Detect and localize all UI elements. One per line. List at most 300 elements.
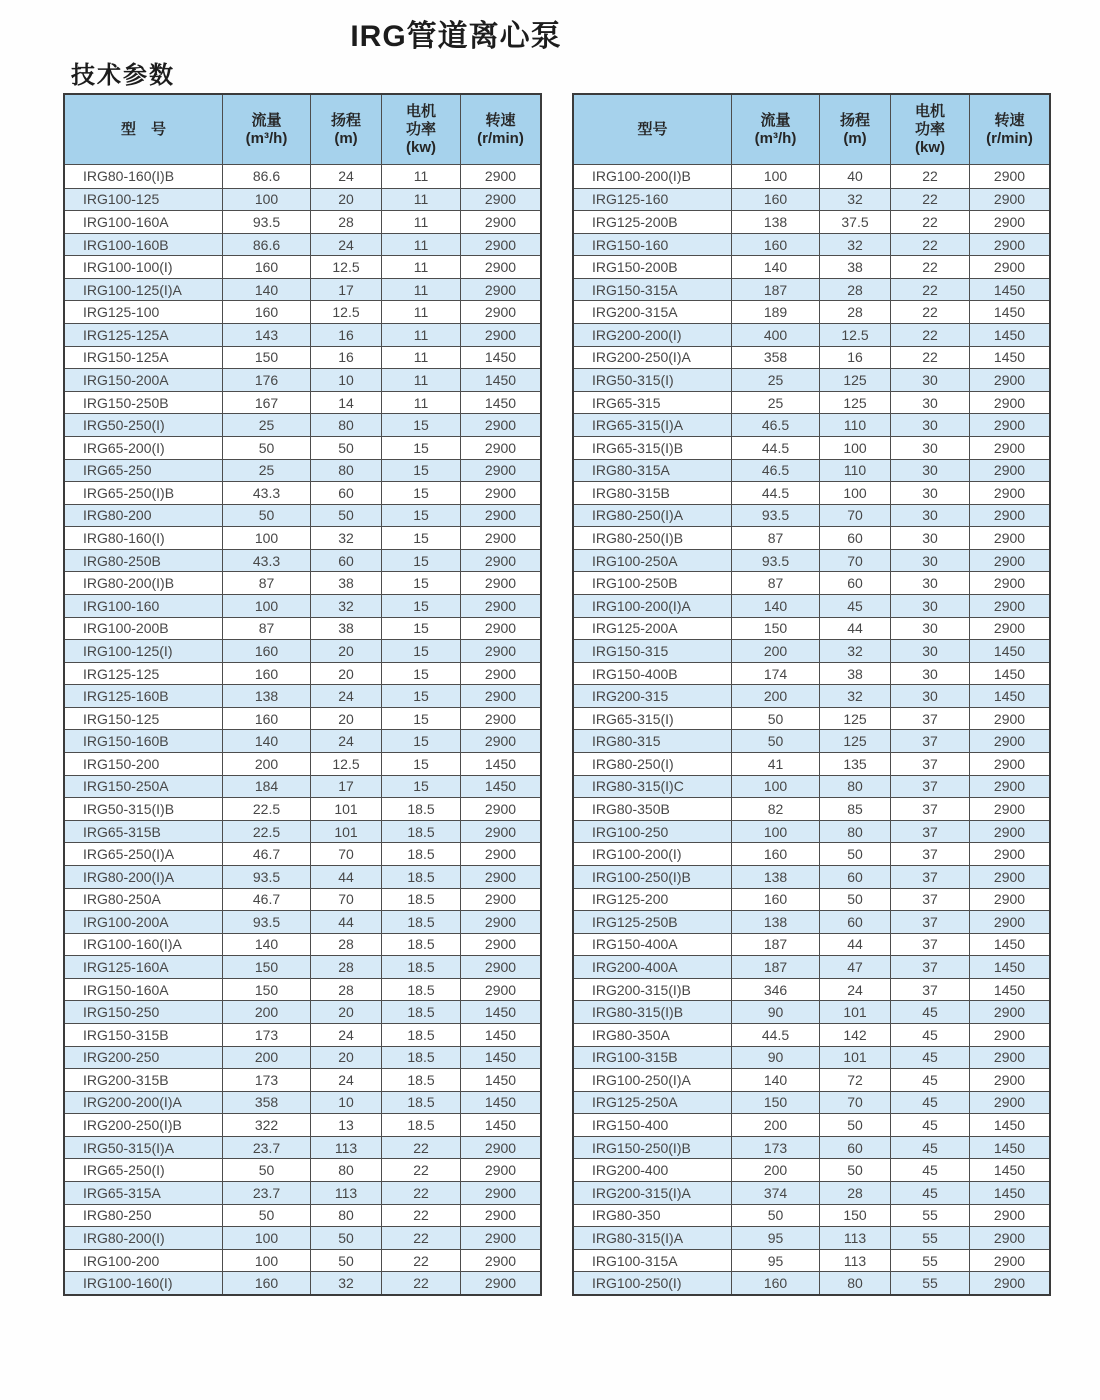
table-row (574, 684, 1049, 707)
value-cell: 30 (891, 482, 970, 504)
model-cell: IRG150-160B (65, 730, 223, 752)
table-row (65, 820, 540, 843)
value-cell: 28 (311, 956, 382, 978)
model-cell: IRG125-200B (574, 211, 732, 233)
value-cell: 15 (382, 753, 461, 775)
value-cell: 100 (732, 776, 820, 798)
value-cell: 2900 (484, 213, 517, 230)
value-cell: 18.5 (382, 911, 461, 933)
value-cell: 28 (311, 211, 382, 233)
model-cell: IRG100-125 (65, 189, 223, 211)
value-cell: 45 (891, 1001, 970, 1023)
value-cell: 113 (820, 1227, 891, 1249)
value-cell: 38 (311, 618, 382, 640)
value-cell: 80 (311, 1159, 382, 1181)
value-cell: 2900 (484, 620, 517, 637)
value-cell: 2900 (993, 1252, 1026, 1269)
value-cell: 20 (311, 663, 382, 685)
value-cell: 167 (223, 392, 311, 414)
table-row (574, 1158, 1049, 1181)
model-cell: IRG80-315(I)B (574, 1001, 732, 1023)
value-cell: 15 (382, 550, 461, 572)
value-cell: 400 (732, 324, 820, 346)
value-cell: 346 (732, 979, 820, 1001)
model-cell: IRG65-250(I)B (65, 482, 223, 504)
value-cell: 60 (820, 911, 891, 933)
value-cell: 22 (891, 301, 970, 323)
value-cell: 28 (820, 279, 891, 301)
value-cell: 2900 (993, 1026, 1026, 1043)
table-row (574, 752, 1049, 775)
table-row (65, 797, 540, 820)
model-cell: IRG80-200 (65, 505, 223, 527)
value-cell: 44 (311, 911, 382, 933)
value-cell: 113 (311, 1137, 382, 1159)
value-cell: 30 (891, 414, 970, 436)
table-row (574, 933, 1049, 956)
table-row (65, 865, 540, 888)
table-row (574, 639, 1049, 662)
value-cell: 12.5 (311, 256, 382, 278)
value-cell: 50 (820, 889, 891, 911)
value-cell: 30 (891, 392, 970, 414)
value-cell: 2900 (484, 168, 517, 185)
value-cell: 80 (311, 1205, 382, 1227)
value-cell: 2900 (484, 507, 517, 524)
value-cell: 1450 (993, 1162, 1026, 1179)
model-cell: IRG100-160(I) (65, 1272, 223, 1294)
value-cell: 22 (382, 1227, 461, 1249)
value-cell: 80 (311, 414, 382, 436)
value-cell: 20 (311, 1047, 382, 1069)
value-cell: 15 (382, 437, 461, 459)
value-cell: 87 (732, 527, 820, 549)
value-cell: 140 (223, 279, 311, 301)
model-cell: IRG100-200A (65, 911, 223, 933)
value-cell: 55 (891, 1250, 970, 1272)
value-cell: 160 (223, 1272, 311, 1294)
value-cell: 1450 (484, 778, 517, 795)
model-cell: IRG125-125A (65, 324, 223, 346)
value-cell: 28 (311, 934, 382, 956)
value-cell: 24 (311, 1024, 382, 1046)
model-cell: IRG125-125 (65, 663, 223, 685)
model-cell: IRG80-315 (574, 730, 732, 752)
value-cell: 2900 (484, 981, 517, 998)
model-cell: IRG150-400A (574, 934, 732, 956)
model-cell: IRG80-315B (574, 482, 732, 504)
model-cell: IRG65-315B (65, 821, 223, 843)
table-row (574, 571, 1049, 594)
value-cell: 13 (311, 1114, 382, 1136)
value-cell: 44 (820, 934, 891, 956)
model-cell: IRG80-200(I)B (65, 572, 223, 594)
specs-table-right (572, 93, 1051, 1296)
value-cell: 50 (311, 437, 382, 459)
value-cell: 93.5 (223, 211, 311, 233)
model-cell: IRG80-350A (574, 1024, 732, 1046)
value-cell: 30 (891, 595, 970, 617)
value-cell: 2900 (484, 823, 517, 840)
value-cell: 32 (311, 1272, 382, 1294)
table-row (574, 278, 1049, 301)
table-row (574, 888, 1049, 911)
table-row (574, 188, 1049, 211)
value-cell: 47 (820, 956, 891, 978)
value-cell: 2900 (993, 213, 1026, 230)
value-cell: 80 (820, 1272, 891, 1294)
table-row (65, 391, 540, 414)
column-header-model: 型号 (574, 95, 732, 164)
value-cell: 2900 (484, 484, 517, 501)
model-cell: IRG65-315 (574, 392, 732, 414)
value-cell: 15 (382, 527, 461, 549)
value-cell: 28 (820, 301, 891, 323)
model-cell: IRG100-160(I)A (65, 934, 223, 956)
table-row (574, 1000, 1049, 1023)
model-cell: IRG200-315(I)B (574, 979, 732, 1001)
table-row (65, 188, 540, 211)
value-cell: 25 (223, 414, 311, 436)
value-cell: 23.7 (223, 1182, 311, 1204)
value-cell: 32 (820, 640, 891, 662)
value-cell: 18.5 (382, 843, 461, 865)
section-heading: 技术参数 (71, 62, 175, 89)
value-cell: 50 (732, 1205, 820, 1227)
value-cell: 90 (732, 1047, 820, 1069)
model-cell: IRG65-315(I)B (574, 437, 732, 459)
value-cell: 2900 (484, 462, 517, 479)
value-cell: 44.5 (732, 482, 820, 504)
value-cell: 358 (732, 347, 820, 369)
value-cell: 45 (891, 1159, 970, 1181)
table-header-row (574, 95, 1049, 165)
model-cell: IRG200-250 (65, 1047, 223, 1069)
value-cell: 11 (382, 392, 461, 414)
table-row (574, 662, 1049, 685)
value-cell: 2900 (484, 1139, 517, 1156)
value-cell: 140 (223, 730, 311, 752)
column-header-head: 扬程 (m) (820, 95, 891, 164)
model-cell: IRG100-250(I)A (574, 1069, 732, 1091)
value-cell: 60 (311, 482, 382, 504)
table-row (65, 662, 540, 685)
value-cell: 37 (891, 911, 970, 933)
value-cell: 1450 (484, 1094, 517, 1111)
value-cell: 38 (820, 256, 891, 278)
value-cell: 11 (382, 211, 461, 233)
value-cell: 22 (382, 1159, 461, 1181)
value-cell: 2900 (993, 1094, 1026, 1111)
value-cell: 2900 (484, 552, 517, 569)
model-cell: IRG50-315(I)A (65, 1137, 223, 1159)
value-cell: 2900 (484, 417, 517, 434)
column-header-speed: 转速 (r/min) (477, 111, 524, 147)
value-cell: 87 (223, 572, 311, 594)
value-cell: 50 (223, 437, 311, 459)
table-row (574, 910, 1049, 933)
value-cell: 16 (311, 347, 382, 369)
value-cell: 1450 (484, 1026, 517, 1043)
value-cell: 15 (382, 730, 461, 752)
value-cell: 60 (820, 527, 891, 549)
model-cell: IRG200-200(I) (574, 324, 732, 346)
value-cell: 200 (223, 1047, 311, 1069)
value-cell: 30 (891, 437, 970, 459)
value-cell: 100 (732, 165, 820, 188)
table-row (65, 526, 540, 549)
value-cell: 2900 (484, 800, 517, 817)
value-cell: 30 (891, 663, 970, 685)
value-cell: 138 (732, 911, 820, 933)
table-row (574, 955, 1049, 978)
value-cell: 138 (732, 211, 820, 233)
table-row (65, 684, 540, 707)
table-row (574, 617, 1049, 640)
table-row (574, 233, 1049, 256)
table-row (574, 1181, 1049, 1204)
table-row (65, 1204, 540, 1227)
value-cell: 50 (311, 505, 382, 527)
value-cell: 12.5 (311, 301, 382, 323)
column-header-head: 扬程 (m) (311, 95, 382, 164)
table-row (65, 233, 540, 256)
value-cell: 70 (820, 550, 891, 572)
model-cell: IRG200-315 (574, 685, 732, 707)
value-cell: 176 (223, 369, 311, 391)
value-cell: 2900 (993, 1049, 1026, 1066)
value-cell: 110 (820, 460, 891, 482)
value-cell: 140 (223, 934, 311, 956)
value-cell: 2900 (993, 868, 1026, 885)
value-cell: 32 (311, 595, 382, 617)
value-cell: 30 (891, 369, 970, 391)
value-cell: 200 (732, 640, 820, 662)
model-cell: IRG100-200(I) (574, 843, 732, 865)
model-cell: IRG125-160 (574, 189, 732, 211)
value-cell: 11 (382, 256, 461, 278)
value-cell: 374 (732, 1182, 820, 1204)
model-cell: IRG200-315B (65, 1069, 223, 1091)
value-cell: 125 (820, 730, 891, 752)
model-cell: IRG200-315(I)A (574, 1182, 732, 1204)
table-row (574, 210, 1049, 233)
table-row (574, 481, 1049, 504)
table-row (65, 504, 540, 527)
model-cell: IRG150-160 (574, 234, 732, 256)
model-cell: IRG150-315A (574, 279, 732, 301)
value-cell: 45 (891, 1114, 970, 1136)
table-row (65, 1000, 540, 1023)
value-cell: 1450 (993, 688, 1026, 705)
table-row (574, 368, 1049, 391)
value-cell: 50 (820, 1159, 891, 1181)
model-cell: IRG200-315A (574, 301, 732, 323)
value-cell: 30 (891, 505, 970, 527)
value-cell: 18.5 (382, 798, 461, 820)
value-cell: 18.5 (382, 934, 461, 956)
value-cell: 12.5 (820, 324, 891, 346)
value-cell: 1450 (993, 281, 1026, 298)
value-cell: 2900 (484, 191, 517, 208)
model-cell: IRG80-250(I)A (574, 505, 732, 527)
value-cell: 20 (311, 640, 382, 662)
value-cell: 46.5 (732, 460, 820, 482)
value-cell: 10 (311, 1092, 382, 1114)
value-cell: 140 (732, 256, 820, 278)
value-cell: 2900 (484, 913, 517, 930)
table-row (65, 910, 540, 933)
value-cell: 25 (732, 392, 820, 414)
value-cell: 1450 (484, 394, 517, 411)
value-cell: 1450 (993, 959, 1026, 976)
value-cell: 44 (311, 866, 382, 888)
value-cell: 50 (223, 1205, 311, 1227)
value-cell: 150 (223, 979, 311, 1001)
value-cell: 30 (891, 685, 970, 707)
table-row (574, 842, 1049, 865)
value-cell: 15 (382, 414, 461, 436)
value-cell: 2900 (484, 868, 517, 885)
value-cell: 43.3 (223, 482, 311, 504)
value-cell: 2900 (993, 1071, 1026, 1088)
value-cell: 15 (382, 640, 461, 662)
value-cell: 32 (820, 189, 891, 211)
value-cell: 200 (223, 1001, 311, 1023)
value-cell: 22 (891, 234, 970, 256)
table-row (574, 1046, 1049, 1069)
value-cell: 18.5 (382, 1047, 461, 1069)
value-cell: 1450 (993, 981, 1026, 998)
column-header-flow: 流量 (m³/h) (223, 95, 311, 164)
value-cell: 18.5 (382, 979, 461, 1001)
model-cell: IRG150-200B (574, 256, 732, 278)
value-cell: 17 (311, 279, 382, 301)
value-cell: 20 (311, 189, 382, 211)
value-cell: 14 (311, 392, 382, 414)
value-cell: 100 (223, 527, 311, 549)
model-cell: IRG65-200(I) (65, 437, 223, 459)
value-cell: 22 (891, 324, 970, 346)
value-cell: 37 (891, 889, 970, 911)
value-cell: 37 (891, 821, 970, 843)
table-row (65, 436, 540, 459)
value-cell: 93.5 (732, 505, 820, 527)
value-cell: 142 (820, 1024, 891, 1046)
value-cell: 1450 (993, 665, 1026, 682)
value-cell: 85 (820, 798, 891, 820)
value-cell: 45 (891, 1137, 970, 1159)
table-row (574, 1271, 1049, 1294)
value-cell: 60 (820, 866, 891, 888)
model-cell: IRG100-160A (65, 211, 223, 233)
value-cell: 2900 (993, 1229, 1026, 1246)
value-cell: 100 (732, 821, 820, 843)
value-cell: 189 (732, 301, 820, 323)
table-row (574, 255, 1049, 278)
table-row (574, 165, 1049, 188)
model-cell: IRG200-250(I)A (574, 347, 732, 369)
value-cell: 2900 (484, 439, 517, 456)
value-cell: 16 (311, 324, 382, 346)
table-row (65, 481, 540, 504)
table-header-row (65, 95, 540, 165)
value-cell: 140 (732, 595, 820, 617)
value-cell: 30 (891, 550, 970, 572)
value-cell: 30 (891, 640, 970, 662)
table-row (574, 413, 1049, 436)
value-cell: 30 (891, 460, 970, 482)
value-cell: 2900 (484, 259, 517, 276)
value-cell: 150 (732, 618, 820, 640)
table-row (65, 210, 540, 233)
value-cell: 22.5 (223, 821, 311, 843)
value-cell: 60 (820, 1137, 891, 1159)
value-cell: 46.7 (223, 843, 311, 865)
model-cell: IRG200-400 (574, 1159, 732, 1181)
model-cell: IRG100-200 (65, 1250, 223, 1272)
value-cell: 113 (311, 1182, 382, 1204)
value-cell: 70 (820, 505, 891, 527)
table-row (574, 820, 1049, 843)
model-cell: IRG150-315B (65, 1024, 223, 1046)
value-cell: 2900 (993, 823, 1026, 840)
value-cell: 101 (820, 1001, 891, 1023)
table-row (65, 955, 540, 978)
value-cell: 50 (223, 505, 311, 527)
value-cell: 150 (820, 1205, 891, 1227)
model-cell: IRG50-315(I)B (65, 798, 223, 820)
column-header-flow: 流量 (m³/h) (732, 95, 820, 164)
value-cell: 101 (311, 821, 382, 843)
value-cell: 1450 (993, 304, 1026, 321)
value-cell: 2900 (993, 1207, 1026, 1224)
value-cell: 2900 (484, 326, 517, 343)
column-header-speed: 转速 (r/min) (986, 111, 1033, 147)
column-header-model: 型 号 (65, 95, 223, 164)
value-cell: 2900 (993, 236, 1026, 253)
table-row (574, 549, 1049, 572)
value-cell: 2900 (484, 710, 517, 727)
value-cell: 50 (732, 708, 820, 730)
value-cell: 45 (891, 1069, 970, 1091)
value-cell: 15 (382, 708, 461, 730)
value-cell: 110 (820, 414, 891, 436)
table-row (65, 729, 540, 752)
value-cell: 2900 (993, 575, 1026, 592)
model-cell: IRG150-250 (65, 1001, 223, 1023)
table-row (65, 1249, 540, 1272)
value-cell: 18.5 (382, 1024, 461, 1046)
value-cell: 160 (732, 189, 820, 211)
value-cell: 2900 (484, 1162, 517, 1179)
value-cell: 160 (732, 1272, 820, 1294)
value-cell: 125 (820, 392, 891, 414)
value-cell: 2900 (993, 371, 1026, 388)
value-cell: 160 (223, 640, 311, 662)
table-row (574, 594, 1049, 617)
value-cell: 30 (891, 618, 970, 640)
table-row (574, 300, 1049, 323)
value-cell: 10 (311, 369, 382, 391)
value-cell: 138 (732, 866, 820, 888)
value-cell: 80 (820, 776, 891, 798)
value-cell: 2900 (993, 710, 1026, 727)
value-cell: 24 (820, 979, 891, 1001)
value-cell: 2900 (993, 191, 1026, 208)
model-cell: IRG100-200B (65, 618, 223, 640)
value-cell: 2900 (484, 1229, 517, 1246)
